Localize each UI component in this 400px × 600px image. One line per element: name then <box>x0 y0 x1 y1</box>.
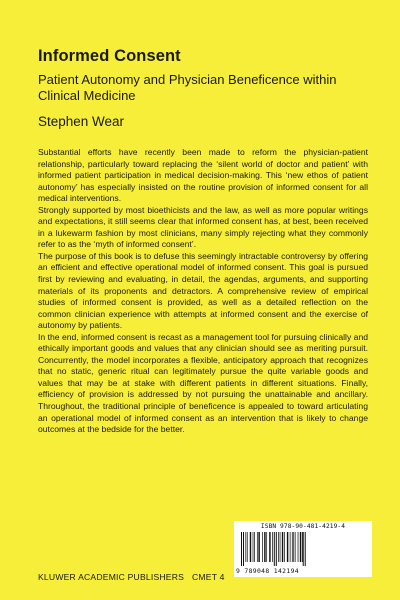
series-code: CMET 4 <box>192 572 225 582</box>
abstract-paragraph: Strongly supported by most bioethicists and the law, as well as more popular writings and expectations, it still seems clear that informed consent has, at best, been received in a lukewarm fashion by most clinicians, many simply rejecting what they commonly refer to as the ‘myth of informed consent’. <box>38 204 368 250</box>
barcode-label <box>234 521 372 577</box>
book-author: Stephen Wear <box>38 114 125 129</box>
abstract-paragraph: Substantial efforts have recently been made to reform the physician-patient relationship, particularly toward replacing the ‘silent world of doctor and patient’ with informed patient participation in medical decision-making. This ‘new ethos of patient autonomy’ has especially insisted on the routine provision of informed consent for all medical interventions. <box>38 147 368 204</box>
book-title: Informed Consent <box>38 47 181 65</box>
abstract-paragraph: In the end, informed consent is recast as a management tool for pursuing clinically and ethically important goods and values that any clinician should see as meriting pursuit. Concurrently, the model incorporates a flexible, anticipatory approach that recognizes that no static, generic ritual can legitimately pursue the quite variable goods and values that may be at stake with different patients in different situations. Finally, efficiency of provision is addressed by not pursuing the unattainable and ancillary. Throughout, the traditional principle of beneficence is appealed to toward articulating an operational model of informed consent as an intervention that is likely to change outcomes at the bedside for the better. <box>38 331 368 435</box>
publisher-name: KLUWER ACADEMIC PUBLISHERS <box>38 572 185 582</box>
isbn-text: ISBN 978-90-481-4219-4 <box>260 523 346 530</box>
book-subtitle: Patient Autonomy and Physician Beneficence within Clinical Medicine <box>38 72 337 103</box>
barcode-image <box>240 532 368 566</box>
book-abstract <box>38 147 368 497</box>
abstract-paragraph: The purpose of this book is to defuse this seemingly intractable controversy by offering an efficient and effective operational model of informed consent. This goal is pursued first by reviewing and evaluating, in detail, the agendas, arguments, and supporting materials of its proponents and detractors. A comprehensive review of empirical studies of informed consent is provided, as well as a detailed reflection on the common clinician experience with attempts at informed consent and the exercise of autonomy by patients. <box>38 250 368 331</box>
barcode-digits: 9 789048 142194 <box>236 567 299 575</box>
